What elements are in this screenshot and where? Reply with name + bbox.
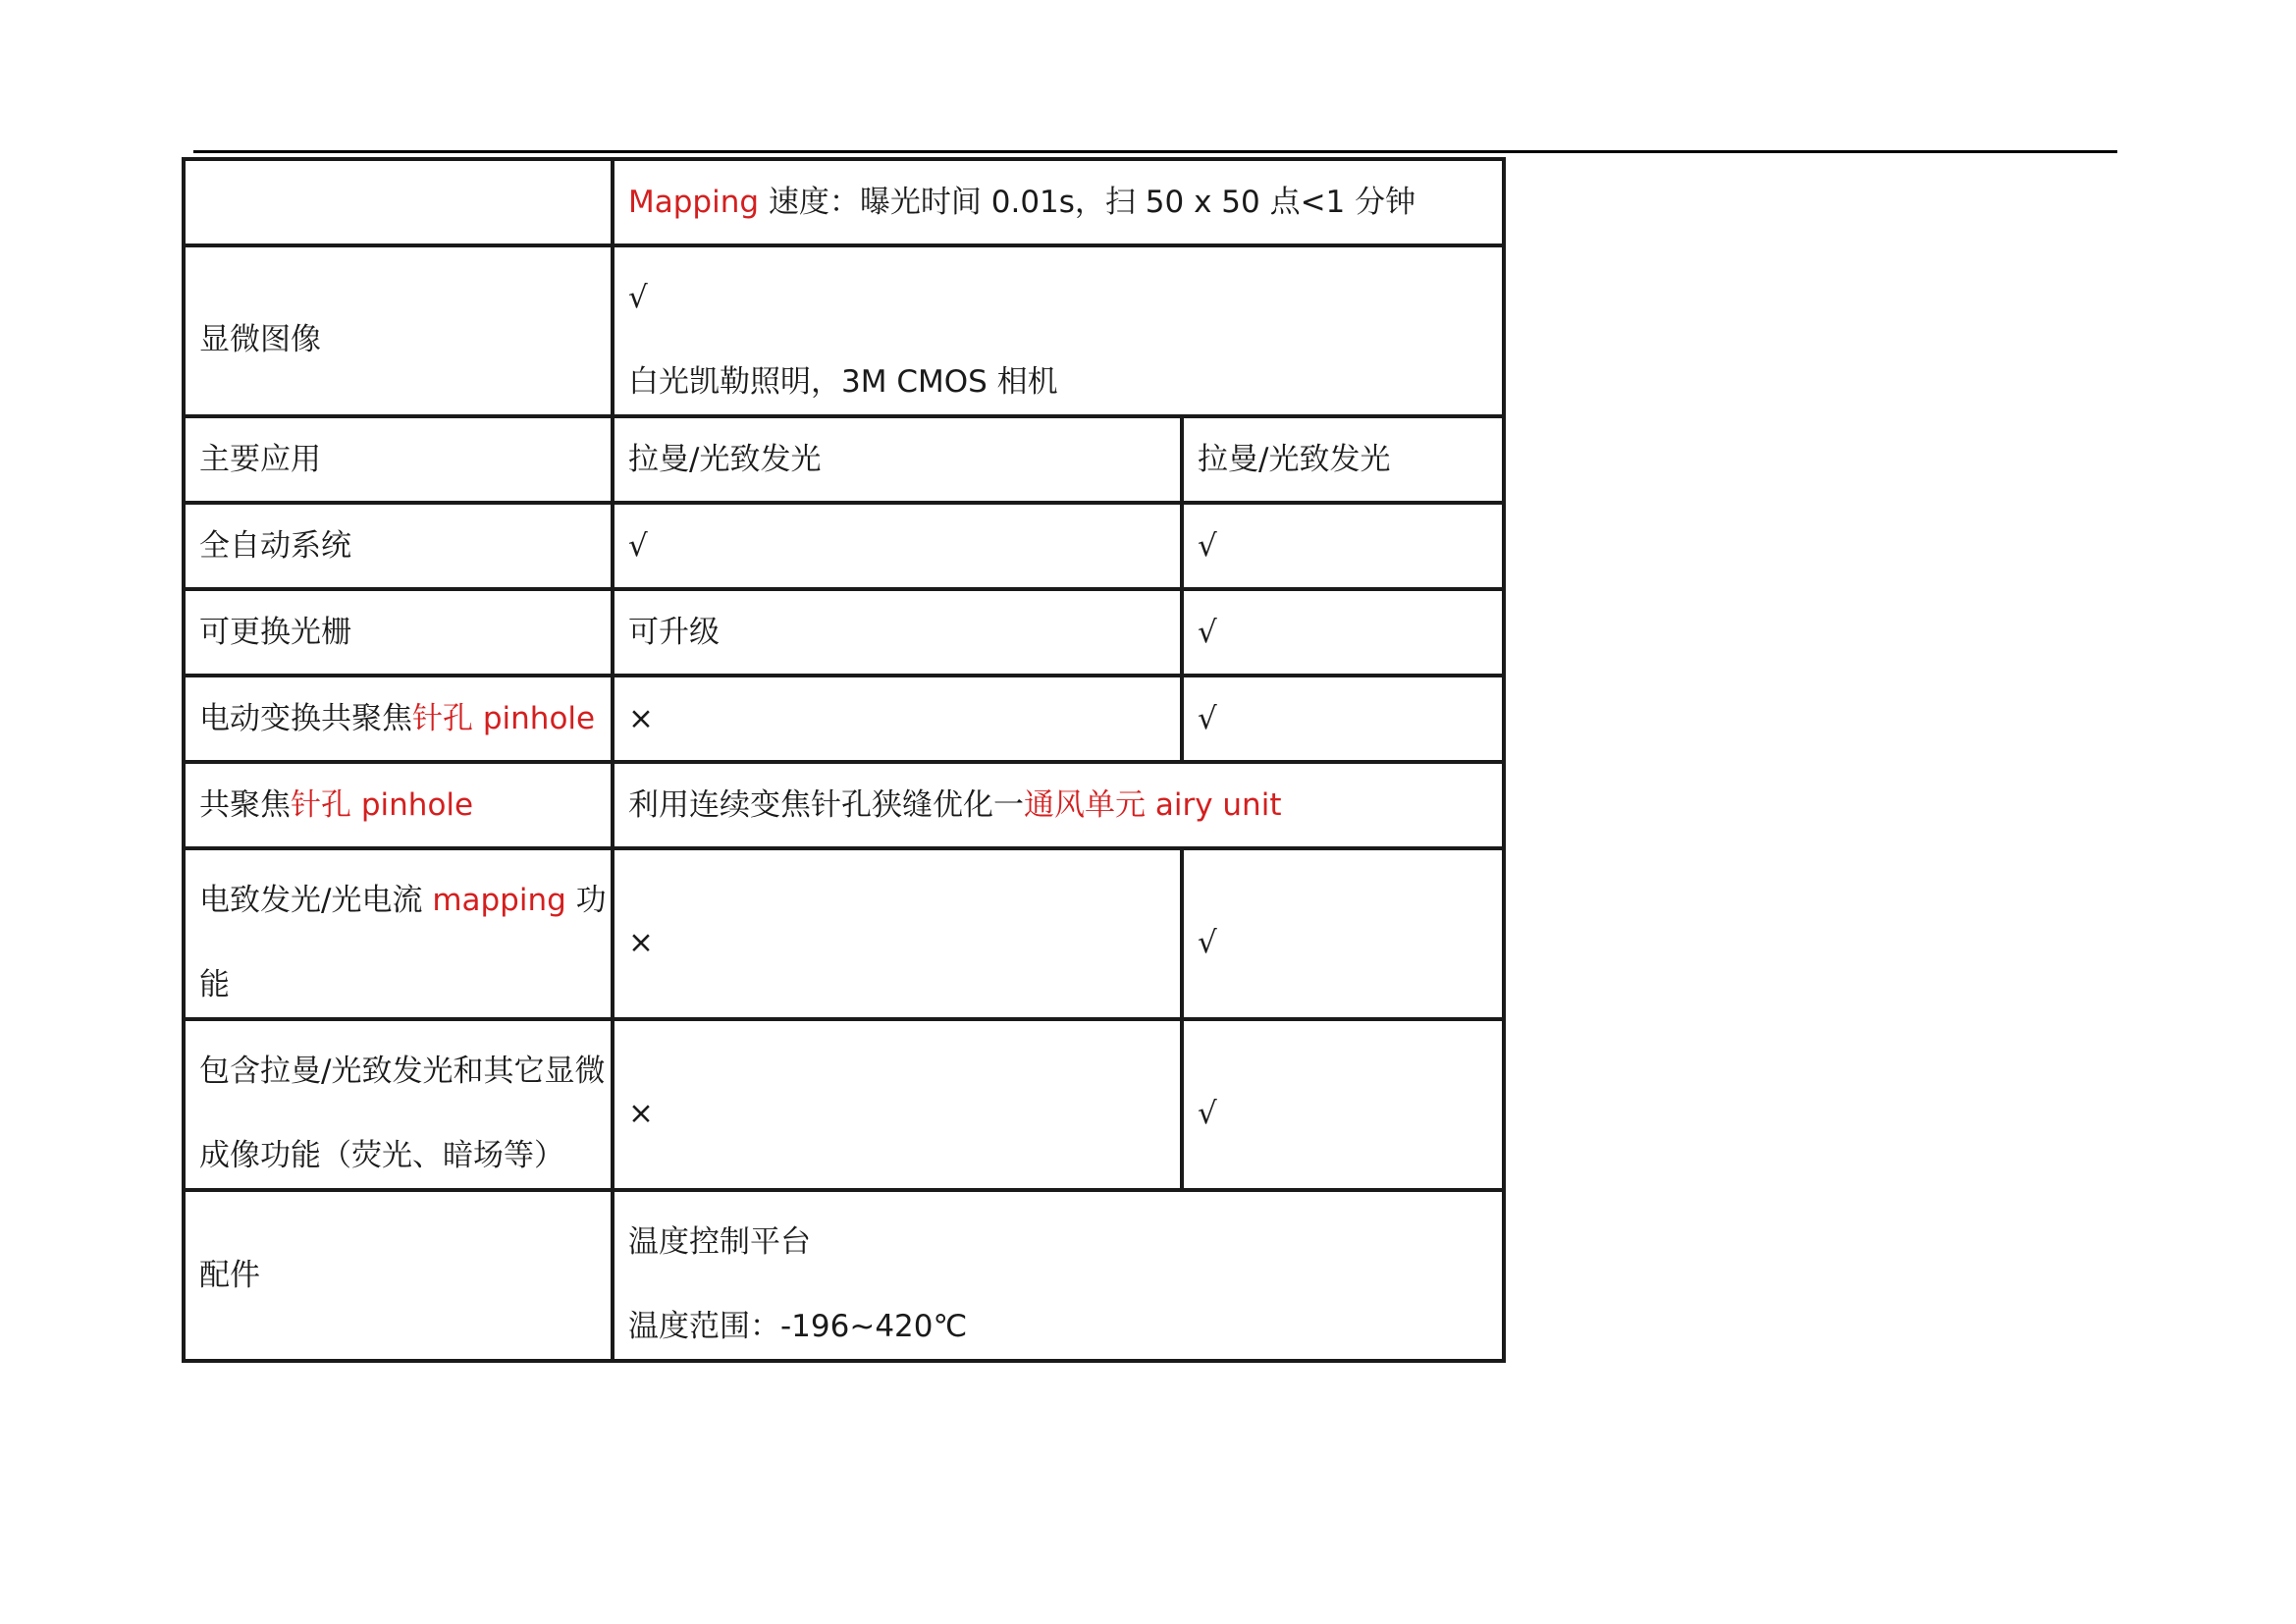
el-mapping-col3: [1182, 848, 1504, 1019]
table-row-grating: [184, 589, 1504, 676]
mapping-speed-text: 速度：曝光时间 0.01s，扫 50 x 50 点<1 分钟: [759, 185, 1416, 220]
spec-table: [182, 157, 1506, 1363]
main-application-col3: 拉曼/光致发光: [1182, 416, 1504, 503]
check-mark: √: [1198, 1096, 1217, 1131]
cross-mark: ×: [628, 1096, 654, 1131]
table-row-el-mapping: [184, 848, 1504, 1019]
table-row-accessories: [184, 1190, 1504, 1361]
header-rule: [193, 150, 2117, 153]
check-mark: √: [628, 280, 648, 315]
row-label-accessories: 配件: [184, 1190, 613, 1361]
table-row-confocal-pinhole: [184, 762, 1504, 848]
auto-system-col2: √: [613, 503, 1182, 589]
motorized-pinhole-col2: ×: [613, 676, 1182, 762]
microscope-image-cell: [613, 245, 1504, 416]
cross-mark: ×: [628, 925, 654, 960]
main-application-col2: 拉曼/光致发光: [613, 416, 1182, 503]
row-label-auto-system: 全自动系统: [184, 503, 613, 589]
airy-unit-term: 通风单元 airy unit: [1024, 787, 1282, 823]
table-row-other-imaging: [184, 1019, 1504, 1190]
confocal-pinhole-cell: [613, 762, 1504, 848]
table-row-microscope-image: [184, 245, 1504, 416]
row-label-el-mapping: [184, 848, 613, 1019]
temperature-range: 温度范围：-196~420℃: [628, 1309, 968, 1344]
microscope-image-desc: 白光凯勒照明，3M CMOS 相机: [628, 364, 1058, 400]
row-label-text: 显微图像: [199, 322, 321, 357]
label-text-line2: 成像功能（荧光、暗场等）: [199, 1138, 564, 1173]
table-row-main-application: [184, 416, 1504, 503]
grating-col3: √: [1182, 589, 1504, 676]
label-text-line2: 能: [199, 967, 230, 1002]
el-mapping-col2: [613, 848, 1182, 1019]
pinhole-term: 针孔 pinhole: [412, 701, 596, 736]
table-row-motorized-pinhole: [184, 676, 1504, 762]
confocal-pinhole-text: 利用连续变焦针孔狭缝优化一: [628, 787, 1024, 823]
grating-col2: 可升级: [613, 589, 1182, 676]
row-label-main-application: 主要应用: [184, 416, 613, 503]
table-row-auto-system: [184, 503, 1504, 589]
row-label-confocal-pinhole: [184, 762, 613, 848]
row-label-other-imaging: [184, 1019, 613, 1190]
label-text: 电动变换共聚焦: [199, 701, 412, 736]
mapping-speed-cell: [613, 159, 1504, 245]
check-mark: √: [1198, 925, 1217, 960]
mapping-term: mapping: [432, 883, 566, 918]
row-label-motorized-pinhole: [184, 676, 613, 762]
pinhole-term: 针孔 pinhole: [291, 787, 474, 823]
row-label-microscope-image: [184, 245, 613, 416]
label-text: 包含拉曼/光致发光和其它显微: [199, 1054, 606, 1089]
label-text: 电致发光/光电流: [199, 883, 433, 918]
motorized-pinhole-col3: √: [1182, 676, 1504, 762]
row-label-grating: 可更换光栅: [184, 589, 613, 676]
accessory-name: 温度控制平台: [628, 1224, 811, 1260]
label-text: 功: [565, 883, 607, 918]
other-imaging-col3: [1182, 1019, 1504, 1190]
auto-system-col3: √: [1182, 503, 1504, 589]
table-row-mapping-speed: [184, 159, 1504, 245]
label-text: 共聚焦: [199, 787, 291, 823]
row-label-empty: [184, 159, 613, 245]
accessories-cell: [613, 1190, 1504, 1361]
other-imaging-col2: [613, 1019, 1182, 1190]
mapping-term: Mapping: [628, 185, 760, 220]
